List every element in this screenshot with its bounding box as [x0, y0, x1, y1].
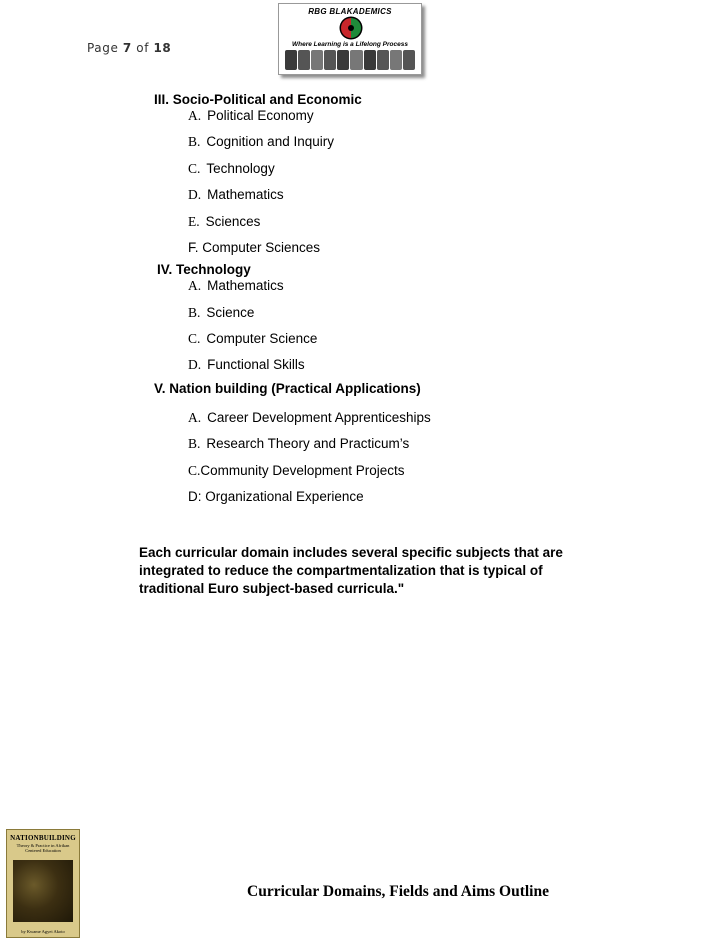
page-current: 7 [122, 41, 132, 55]
logo-tagline: Where Learning is a Lifelong Process [292, 41, 408, 48]
list-item: E. Sciences [188, 214, 261, 229]
list-item: F. Computer Sciences [188, 240, 321, 255]
book-subtitle: Theory & Practice in Afrikan Centered Education [16, 843, 70, 853]
page-prefix: Page [87, 41, 119, 55]
list-item: A. Mathematics [188, 278, 284, 293]
portrait-strip [285, 50, 415, 70]
book-title: NATIONBUILDING [10, 834, 76, 842]
brain-emblem-icon [339, 16, 363, 40]
rbg-blakademics-logo [278, 3, 422, 75]
section-heading-iv: IV. Technology [157, 262, 251, 277]
list-item: A. Career Development Apprenticeships [188, 410, 431, 425]
logo-brand: RBG BLAKADEMICS [308, 7, 392, 16]
list-item: C.Community Development Projects [188, 463, 405, 478]
section-heading-iii: III. Socio-Political and Economic [154, 92, 362, 107]
list-item: B. Science [188, 305, 255, 320]
list-item: C. Technology [188, 161, 275, 176]
list-item: D: Organizational Experience [188, 489, 364, 504]
footer-title: Curricular Domains, Fields and Aims Outline [247, 883, 549, 900]
page-of: of [136, 41, 150, 55]
list-item: D. Mathematics [188, 187, 284, 202]
section-heading-v: V. Nation building (Practical Applications) [154, 381, 421, 396]
list-item: D. Functional Skills [188, 357, 305, 372]
page-total: 18 [153, 41, 172, 55]
list-item: B. Cognition and Inquiry [188, 134, 334, 149]
curricular-note: Each curricular domain includes several specific subjects that are integrated to reduce the compartmentalization that is typical of traditional Euro subject-based curricula." [139, 545, 563, 596]
list-item: C. Computer Science [188, 331, 318, 346]
book-author: by Kwame Agyei Akoto [21, 929, 65, 934]
page-number [87, 41, 171, 55]
list-item: A. Political Economy [188, 108, 314, 123]
list-item: B. Research Theory and Practicum’s [188, 436, 410, 451]
